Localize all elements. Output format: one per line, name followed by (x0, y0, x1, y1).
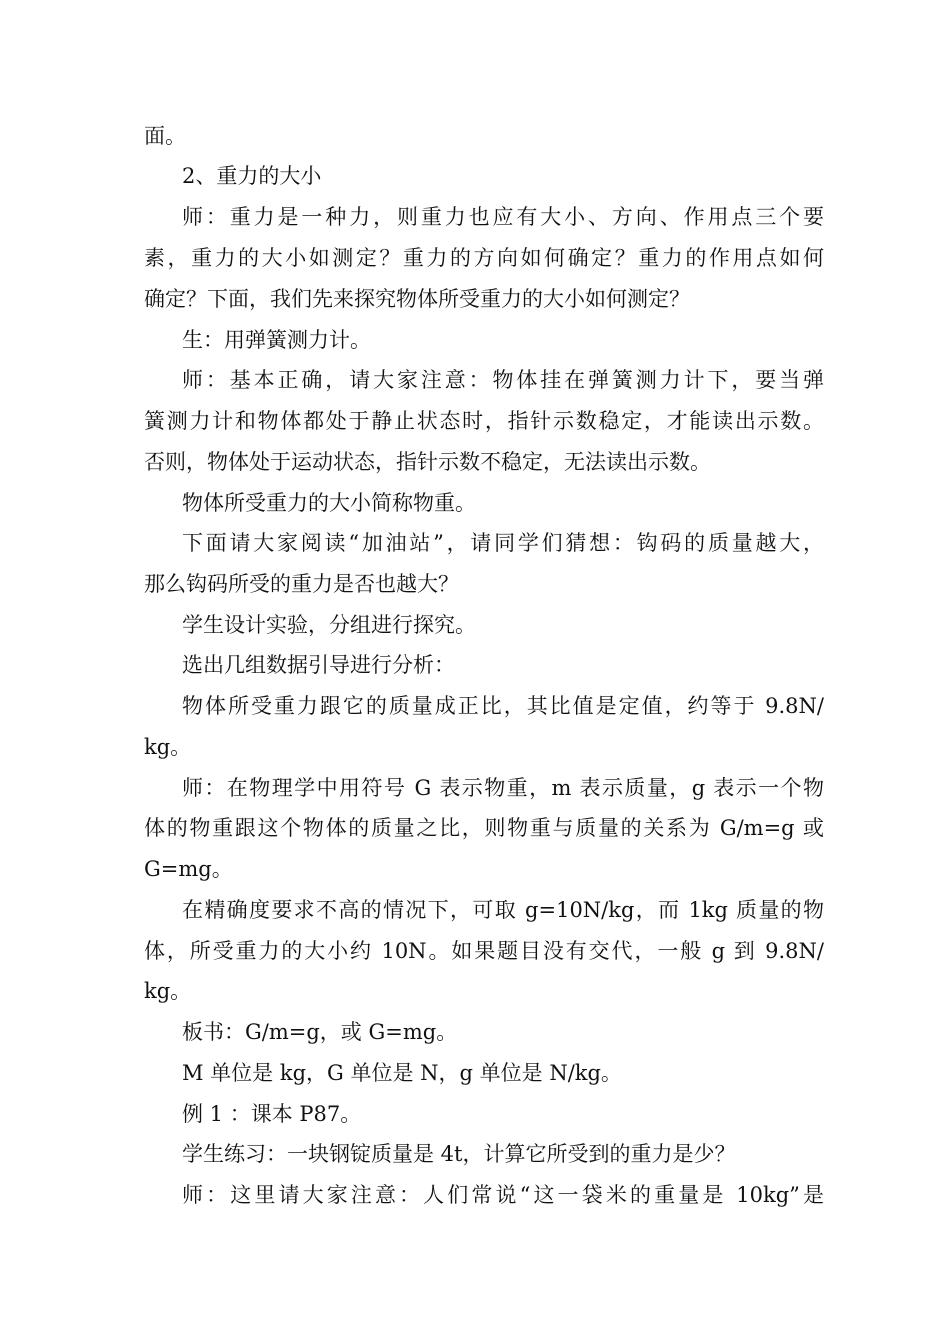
text-line: M 单位是 kg，G 单位是 N，g 单位是 N/kg。 (182, 1061, 622, 1085)
text-line: 选出几组数据引导进行分析： (182, 653, 455, 677)
text-line: 簧测力计和物体都处于静止状态时，指针示数稳定，才能读出示数。 (144, 409, 824, 433)
section-heading: 2、重力的大小 (182, 164, 322, 188)
text-line: 师：在物理学中用符号 G 表示物重，m 表示质量，g 表示一个物 (182, 776, 824, 800)
text-line: 师：基本正确，请大家注意：物体挂在弹簧测力计下，要当弹 (182, 368, 824, 392)
text-line: 面。 (144, 124, 186, 148)
text-line: kg。 (144, 979, 192, 1003)
text-line: 体的物重跟这个物体的质量之比，则物重与质量的关系为 G/m=g 或 (144, 816, 824, 840)
text-line: 确定？下面，我们先来探究物体所受重力的大小如何测定？ (144, 287, 690, 311)
text-line: kg。 (144, 735, 192, 759)
text-line: 物体所受重力跟它的质量成正比，其比值是定值，约等于 9.8N/ (182, 694, 824, 718)
text-line: 例 1 ：课本 P87。 (182, 1102, 362, 1126)
text-line: 学生设计实验，分组进行探究。 (182, 613, 476, 637)
text-line: 下面请大家阅读“加油站”，请同学们猜想：钩码的质量越大， (182, 531, 824, 555)
text-line: G=mg。 (144, 857, 233, 881)
text-line: 师：重力是一种力，则重力也应有大小、方向、作用点三个要 (182, 205, 824, 229)
text-line: 那么钩码所受的重力是否也越大？ (144, 572, 459, 596)
text-line: 物体所受重力的大小简称物重。 (182, 491, 476, 515)
text-line: 在精确度要求不高的情况下，可取 g=10N/kg，而 1kg 质量的物 (182, 898, 824, 922)
text-line: 学生练习：一块钢锭质量是 4t，计算它所受到的重力是少？ (182, 1142, 736, 1166)
text-line: 体，所受重力的大小约 10N。如果题目没有交代，一般 g 到 9.8N/ (144, 939, 824, 963)
text-line: 素，重力的大小如测定？重力的方向如何确定？重力的作用点如何 (144, 246, 824, 270)
text-line: 师：这里请大家注意：人们常说“这一袋米的重量是 10kg”是 (182, 1183, 824, 1207)
text-line: 否则，物体处于运动状态，指针示数不稳定，无法读出示数。 (144, 450, 711, 474)
text-line: 板书：G/m=g，或 G=mg。 (182, 1020, 458, 1044)
text-line: 生：用弹簧测力计。 (182, 328, 371, 352)
